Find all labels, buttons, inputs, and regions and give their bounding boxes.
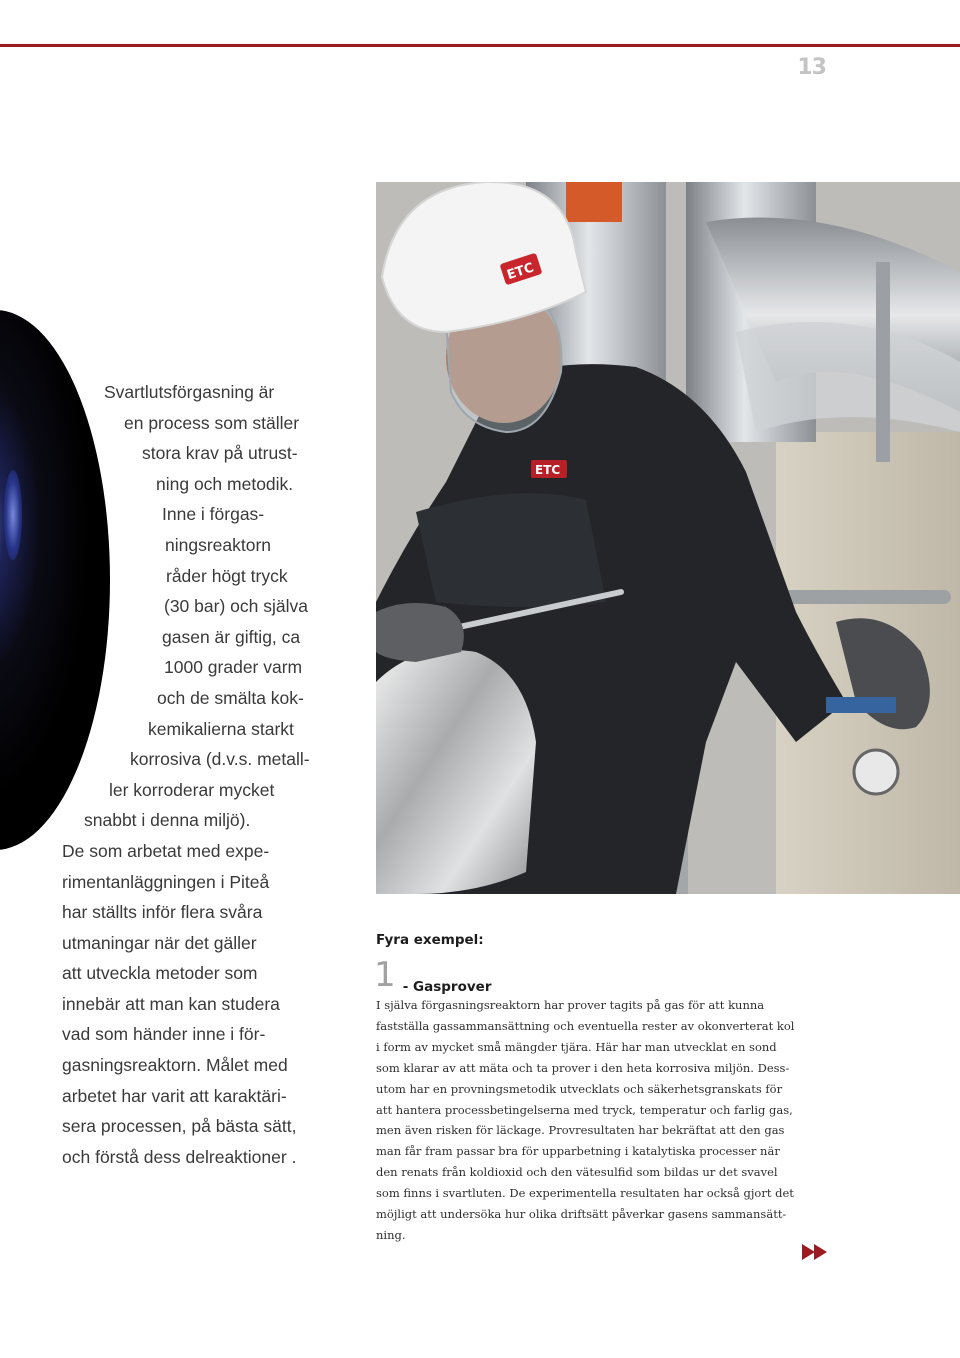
- body-line: den renats från koldioxid och den vätesulfid som bildas ur det svavel: [376, 1165, 778, 1180]
- section-heading: Fyra exempel:: [376, 932, 484, 948]
- lead-paragraph: [62, 377, 352, 1172]
- lead-line: kemikalierna starkt: [148, 718, 294, 739]
- lead-line: gasen är giftig, ca: [162, 626, 301, 647]
- body-line: som finns i svartluten. De experimentella resultaten har också gjort det: [376, 1186, 794, 1201]
- jacket-logo: ETC: [535, 463, 561, 477]
- lead-line: ning och metodik.: [156, 473, 294, 494]
- header-rule: [0, 44, 960, 47]
- lead-line: stora krav på utrust-: [142, 443, 298, 464]
- helmet-logo: ETC: [505, 260, 536, 284]
- lead-line: att utveckla metoder som: [62, 963, 258, 984]
- example-title: - Gasprover: [402, 979, 492, 995]
- lead-line: ningsreaktorn: [165, 534, 272, 555]
- lead-line: sera processen, på bästa sätt,: [62, 1116, 297, 1137]
- lead-line: 1000 grader varm: [164, 657, 303, 678]
- lead-line: Inne i förgas-: [162, 504, 265, 525]
- example-number: 1: [374, 955, 395, 995]
- lens-highlight: [4, 470, 22, 560]
- double-arrow-right-icon-svg: [802, 1244, 828, 1260]
- lead-line: en process som ställer: [124, 412, 300, 433]
- lead-line: ler korroderar mycket: [109, 779, 275, 800]
- body-line: man får fram passar bra för upparbetning i katalytiska processer när: [376, 1144, 780, 1159]
- worker-taking-gas-sample-photo: [376, 182, 960, 894]
- lead-line: korrosiva (d.v.s. metall-: [130, 749, 310, 770]
- page-number: 13: [797, 55, 826, 80]
- lead-line: vad som händer inne i för-: [62, 1024, 266, 1045]
- lead-line: Svartlutsförgasning är: [104, 382, 275, 402]
- lead-line: utmaningar när det gäller: [62, 932, 257, 953]
- lead-line: och de smälta kok-: [157, 687, 304, 708]
- body-line: fastställa gassammansättning och eventuella rester av okonverterat kol: [376, 1018, 795, 1033]
- body-line: som klarar av att mäta och ta prover i den heta korrosiva miljön. Dess-: [376, 1060, 790, 1075]
- double-arrow-right-icon[interactable]: [802, 1244, 828, 1260]
- body-line: att hantera processbetingelserna med tryck, temperatur och farlig gas,: [376, 1102, 793, 1117]
- lead-line: De som arbetat med expe-: [62, 840, 270, 861]
- lead-line: råder högt tryck: [166, 565, 288, 586]
- photo-illustration: [376, 182, 960, 894]
- lead-line: rimentanläggningen i Piteå: [62, 871, 270, 892]
- lead-line: har ställts inför flera svåra: [62, 902, 263, 923]
- lead-line: innebär att man kan studera: [62, 993, 280, 1014]
- lead-line: gasningsreaktorn. Målet med: [62, 1055, 288, 1076]
- lead-line: (30 bar) och själva: [164, 596, 308, 617]
- example-body: [376, 995, 836, 1246]
- body-line: möjligt att undersöka hur olika driftsätt påverkar gasens sammansätt-: [376, 1207, 787, 1222]
- body-line: I själva förgasningsreaktorn har prover tagits på gas för att kunna: [376, 998, 765, 1012]
- body-line: utom har en provningsmetodik utvecklats och säkerhetsgranskats för: [376, 1081, 783, 1096]
- lead-line: snabbt i denna miljö).: [84, 810, 251, 831]
- body-line: men även risken för läckage. Provresultaten har bekräftat att den gas: [376, 1123, 785, 1138]
- body-line: i form av mycket små mängder tjära. Här har man utvecklat en sond: [376, 1039, 777, 1054]
- lead-line: och förstå dess delreaktioner .: [62, 1146, 297, 1167]
- lead-line: arbetet har varit att karaktäri-: [62, 1085, 287, 1106]
- example-header: [374, 955, 491, 995]
- body-line: ning.: [376, 1227, 406, 1242]
